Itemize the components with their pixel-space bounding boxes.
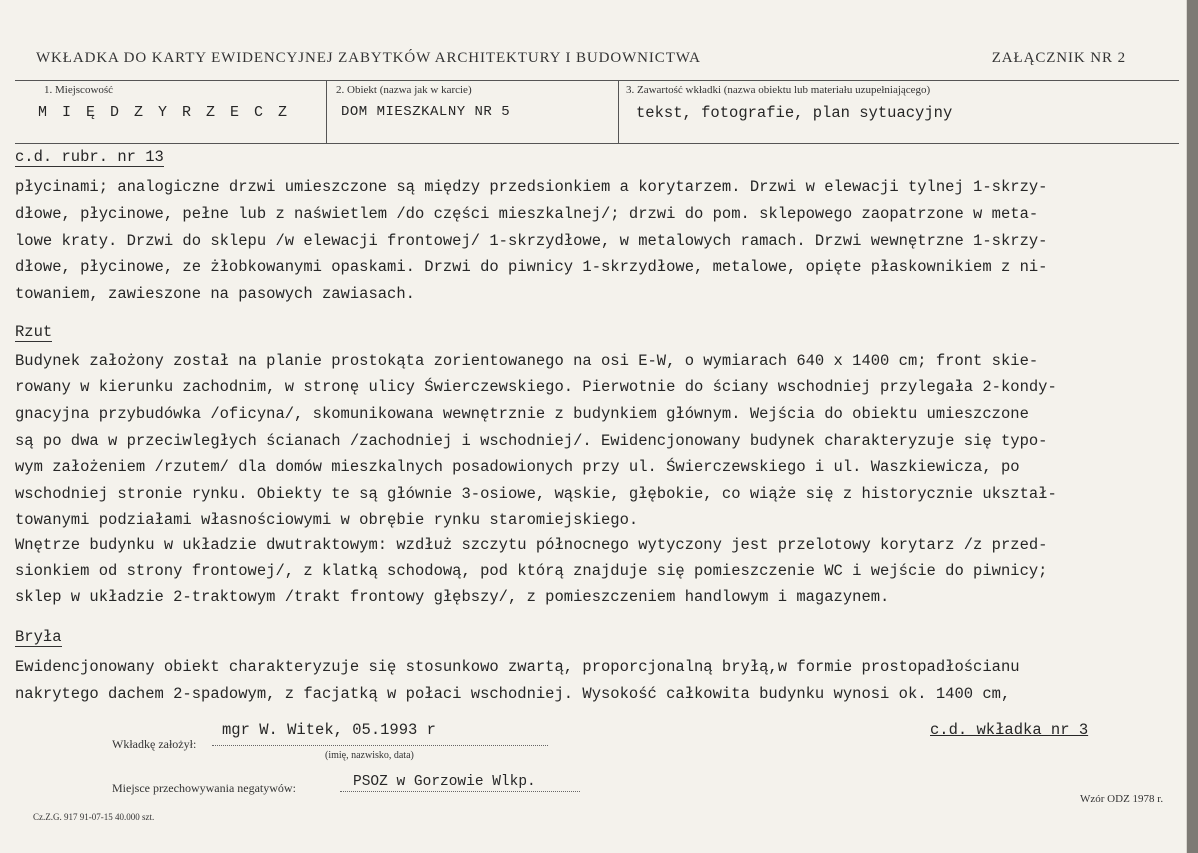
text-line: towanymi podziałami własnościowymi w obrębie rynku staromiejskiego. (15, 511, 639, 529)
negatives-storage-value: PSOZ w Gorzowie Wlkp. (353, 774, 536, 790)
text-line: gnacyjna przybudówka /oficyna/, skomunikowana wewnętrznie z budynkiem głównym. Wejścia do obiektu umieszczone (15, 405, 1029, 423)
continuation-heading: c.d. rubr. nr 13 (15, 148, 164, 166)
text-line: wym założeniem /rzutem/ dla domów mieszkalnych posadowionych przy ul. Świerczewskiego i ul. Waszkiewicza, po (15, 458, 1020, 476)
negatives-storage-label: Miejsce przechowywania negatywów: (112, 781, 296, 795)
continued-on-insert: c.d. wkładka nr 3 (930, 721, 1089, 739)
text-line: nakrytego dachem 2-spadowym, z facjatką w połaci wschodniej. Wysokość całkowita budynku wynosi ok. 1400 cm, (15, 685, 1011, 703)
field-box-bottom (15, 143, 1179, 144)
text-line: Budynek założony został na planie prostokąta zorientowanego na osi E-W, o wymiarach 640 x 1400 cm; front skie- (15, 352, 1039, 370)
prepared-by-hint: (imię, nazwisko, data) (325, 750, 414, 761)
locality-label: 1. Miejscowość (44, 84, 114, 96)
text-line: Ewidencjonowany obiekt charakteryzuje się stosunkowo zwartą, proporcjonalną bryłą,w formie prostopadłościanu (15, 658, 1020, 676)
form-model: Wzór ODZ 1978 r. (1080, 793, 1164, 805)
field-box-top (15, 80, 1179, 81)
text-line: są po dwa w przeciwległych ścianach /zachodniej i wschodniej/. Ewidencjonowany budynek charakteryzuje się typo- (15, 432, 1048, 450)
prepared-by-value: mgr W. Witek, 05.1993 r (222, 721, 436, 739)
form-title: WKŁADKA DO KARTY EWIDENCYJNEJ ZABYTKÓW ARCHITEKTURY I BUDOWNICTWA (36, 50, 701, 66)
object-value: DOM MIESZKALNY NR 5 (341, 104, 511, 120)
prepared-by-line (212, 745, 548, 746)
text-line: płycinami; analogiczne drzwi umieszczone są między przedsionkiem a korytarzem. Drzwi w elewacji tylnej 1-skrzy- (15, 178, 1048, 196)
plan-heading: Rzut (15, 323, 53, 341)
text-line: Wnętrze budynku w układzie dwutraktowym: wzdłuż szczytu północnego wytyczony jest przelotowy korytarz /z przed- (15, 536, 1048, 554)
object-label: 2. Obiekt (nazwa jak w karcie) (336, 84, 472, 96)
text-line: wschodniej stronie rynku. Obiekty te są głównie 3-osiowe, wąskie, głębokie, co wiąże się z historycznie ukształ- (15, 485, 1057, 503)
negatives-storage-line (340, 791, 580, 792)
text-line: rowany w kierunku zachodnim, w stronę ulicy Świerczewskiego. Pierwotnie do ściany wschodniej przylegała 2-kondy- (15, 378, 1057, 396)
locality-value: MIĘDZYRZECZ (38, 104, 303, 121)
field-divider-1 (326, 80, 327, 143)
text-line: dłowe, płycinowe, pełne lub z naświetlem /do części mieszkalnej/; drzwi do pom. sklepowego zaopatrzone w meta- (15, 205, 1039, 223)
field-divider-2 (618, 80, 619, 143)
contents-label: 3. Zawartość wkładki (nazwa obiektu lub materiału uzupełniającego) (626, 84, 931, 96)
mass-heading: Bryła (15, 628, 62, 646)
contents-value: tekst, fotografie, plan sytuacyjny (636, 104, 953, 122)
print-note: Cz.Z.G. 917 91-07-15 40.000 szt. (33, 812, 155, 822)
annex-number: ZAŁĄCZNIK NR 2 (991, 50, 1126, 66)
text-line: lowe kraty. Drzwi do sklepu /w elewacji frontowej/ 1-skrzydłowe, w metalowych ramach. Drzwi wewnętrzne 1-skrzy- (15, 232, 1048, 250)
text-line: sionkiem od strony frontowej/, z klatką schodową, pod którą znajduje się pomieszczenie WC i wejście do piwnicy; (15, 562, 1048, 580)
prepared-by-label: Wkładkę założył: (112, 737, 197, 751)
text-line: sklep w układzie 2-traktowym /trakt frontowy głębszy/, z pomieszczeniem handlowym i magazynem. (15, 588, 890, 606)
text-line: dłowe, płycinowe, ze żłobkowanymi opaskami. Drzwi do piwnicy 1-skrzydłowe, metalowe, opięte płaskownikiem z ni- (15, 258, 1048, 276)
text-line: towaniem, zawieszone na pasowych zawiasach. (15, 285, 415, 303)
